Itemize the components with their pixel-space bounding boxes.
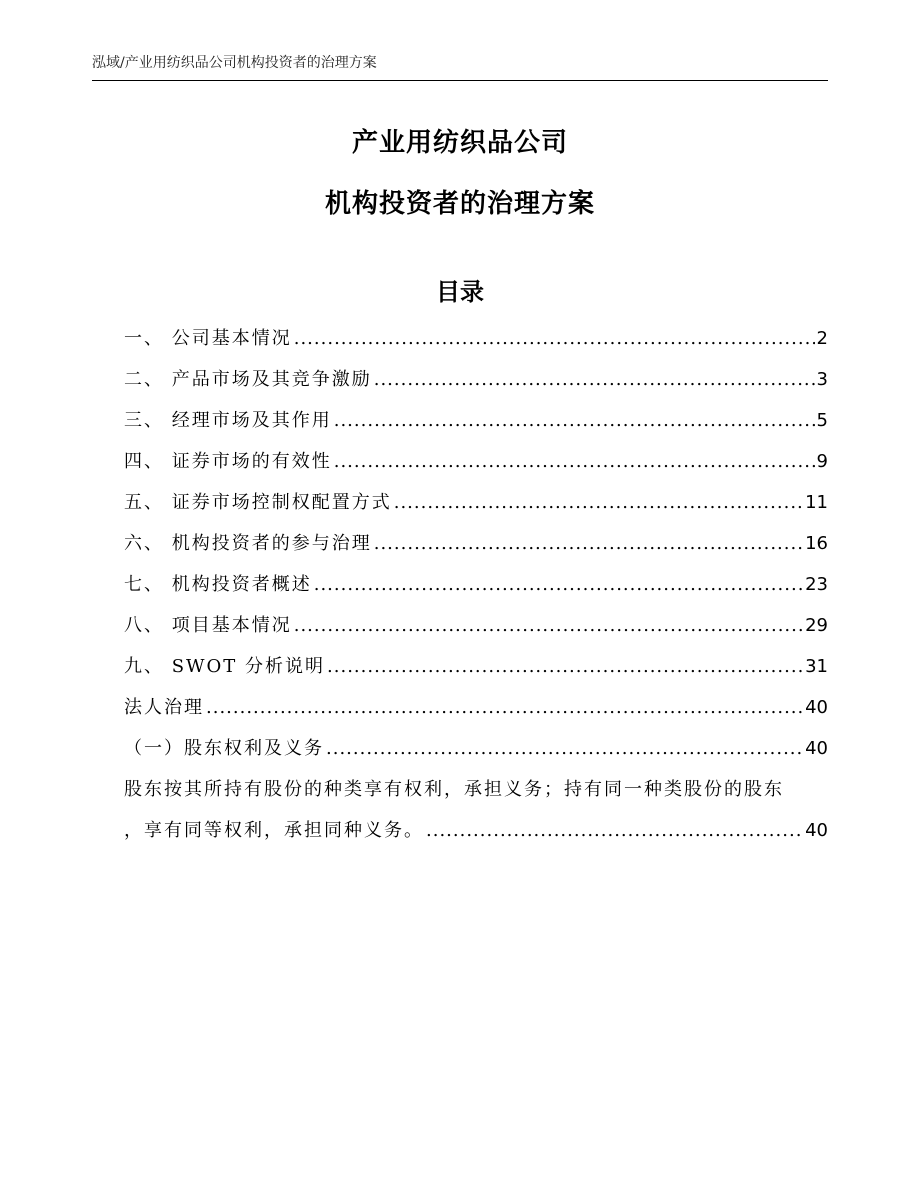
table-of-contents <box>124 318 828 851</box>
toc-paragraph-line1[interactable]: 股东按其所持有股份的种类享有权利，承担义务；持有同一种类股份的股东 <box>124 779 784 800</box>
toc-leader <box>326 728 803 769</box>
toc-entry-label: 二、 产品市场及其竞争激励 <box>124 369 372 390</box>
toc-entry[interactable] <box>124 482 828 523</box>
toc-entry-page: 2 <box>816 328 828 349</box>
toc-entry-label: 三、 经理市场及其作用 <box>124 410 332 431</box>
document-title-line2: 机构投资者的治理方案 <box>324 189 595 219</box>
toc-entry-label: 一、 公司基本情况 <box>124 328 292 349</box>
toc-entry-page: 31 <box>805 656 828 677</box>
toc-entry-label: 四、 证券市场的有效性 <box>124 451 332 472</box>
toc-leader <box>206 687 803 728</box>
toc-entry-page: 29 <box>805 615 828 636</box>
toc-entry-label: 九、 SWOT 分析说明 <box>124 656 326 677</box>
document-title-line1: 产业用纺织品公司 <box>351 128 568 158</box>
toc-leader <box>327 646 803 687</box>
toc-entry-page: 5 <box>816 410 828 431</box>
running-header: 泓域/产业用纺织品公司机构投资者的治理方案 <box>92 55 377 71</box>
toc-paragraph-entry[interactable] <box>124 810 828 851</box>
toc-entry-page: 23 <box>805 574 828 595</box>
toc-entry-label: 五、 证券市场控制权配置方式 <box>124 492 392 513</box>
toc-heading: 目录 <box>436 278 484 306</box>
toc-entry-label: （一）股东权利及义务 <box>124 738 324 759</box>
toc-entry-page: 16 <box>805 533 828 554</box>
toc-paragraph-line2: ，享有同等权利，承担同种义务。 <box>124 820 424 841</box>
toc-leader <box>426 810 803 851</box>
toc-entry-label: 法人治理 <box>124 697 204 718</box>
toc-entry-page: 11 <box>805 492 828 513</box>
toc-entry-label: 六、 机构投资者的参与治理 <box>124 533 372 554</box>
toc-entry[interactable] <box>124 441 828 482</box>
toc-entry[interactable] <box>124 523 828 564</box>
toc-entry-label: 八、 项目基本情况 <box>124 615 292 636</box>
toc-entry-page: 9 <box>816 451 828 472</box>
toc-leader <box>294 318 815 359</box>
toc-entry[interactable] <box>124 318 828 359</box>
toc-leader <box>394 482 803 523</box>
toc-entry[interactable] <box>124 359 828 400</box>
toc-leader <box>374 523 803 564</box>
toc-entry[interactable] <box>124 646 828 687</box>
toc-entry[interactable] <box>124 400 828 441</box>
toc-leader <box>334 400 815 441</box>
toc-leader <box>314 564 803 605</box>
toc-entry[interactable] <box>124 687 828 728</box>
toc-entry[interactable] <box>124 728 828 769</box>
toc-leader <box>334 441 815 482</box>
toc-entry-page: 40 <box>805 738 828 759</box>
toc-paragraph-page: 40 <box>805 820 828 841</box>
toc-entry[interactable] <box>124 564 828 605</box>
header-rule <box>92 80 828 81</box>
toc-entry-page: 40 <box>805 697 828 718</box>
toc-entry-page: 3 <box>816 369 828 390</box>
toc-entry[interactable] <box>124 605 828 646</box>
toc-entry-label: 七、 机构投资者概述 <box>124 574 312 595</box>
toc-leader <box>374 359 815 400</box>
toc-leader <box>294 605 803 646</box>
